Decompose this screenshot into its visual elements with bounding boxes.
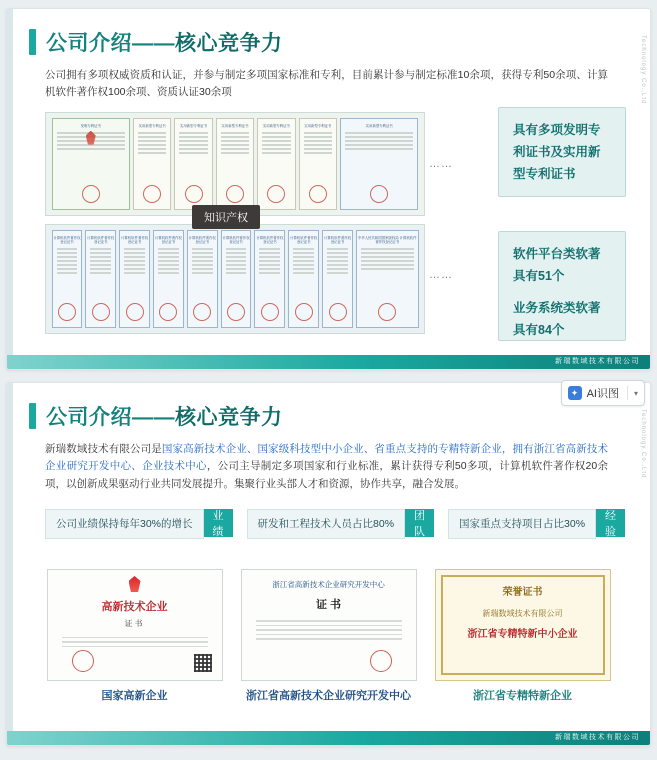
certificate-text-lines <box>256 620 402 640</box>
certificate-title: 实用新型专利证书 <box>365 123 393 128</box>
title-accent-bar <box>29 403 36 429</box>
certificate-text-lines <box>192 248 213 274</box>
certificate-sub-title: 新瑞数域技术有限公司 <box>482 608 563 618</box>
red-seal-icon <box>378 303 396 321</box>
title-prefix: 公司介绍—— <box>46 406 175 429</box>
kpi-badge: 团队 <box>405 509 434 537</box>
title-prefix: 公司介绍—— <box>46 32 175 55</box>
ellipsis-more: …… <box>429 157 453 170</box>
certificate-thumb[interactable] <box>257 118 295 210</box>
certificate-image[interactable] <box>435 569 611 681</box>
certificate-text-lines <box>158 248 179 274</box>
red-seal-icon <box>72 650 94 672</box>
ai-sparkle-icon: ✦ <box>568 386 582 400</box>
callout-patents: 具有多项发明专利证书及实用新型专利证书 <box>498 107 626 197</box>
red-seal-icon <box>267 185 285 203</box>
certificate-main-title: 浙江省专精特新中小企业 <box>467 628 578 640</box>
callout-line-platform: 软件平台类软著具有51个 <box>513 247 601 283</box>
tag-intellectual-property: 知识产权 <box>192 205 260 229</box>
certificate-thumb[interactable] <box>85 230 116 328</box>
software-copyright-strip <box>45 224 425 334</box>
title-strong: 核心竞争力 <box>175 32 283 55</box>
intro-paragraph: 公司拥有多项权威资质和认证，并参与制定多项国家标准和专利，目前累计参与制定标准10余项，获得专利50余项、计算机软件著作权100余项、资质认证30余项 <box>45 69 608 99</box>
red-seal-icon <box>309 185 327 203</box>
certificate-text-lines <box>304 132 332 154</box>
para-part-3: ，拥有浙江省高新技术企业研究开发中心、企业技术中心 <box>45 443 608 473</box>
slide-company-intro-1 <box>6 8 651 370</box>
certificate-title: 计算机软件著作权登记证书 <box>256 235 284 245</box>
certificate-thumb[interactable] <box>52 118 130 210</box>
page-title <box>7 9 650 61</box>
certificate-thumb[interactable] <box>187 230 218 328</box>
certificate-thumb[interactable] <box>52 230 83 328</box>
divider <box>627 386 628 400</box>
red-seal-icon <box>82 185 100 203</box>
flame-emblem-icon <box>129 576 141 592</box>
certificate-title: 计算机软件著作权登记证书 <box>188 235 216 245</box>
ai-button-label: AI识图 <box>586 388 619 400</box>
certificate-text-lines <box>62 637 208 648</box>
kpi-text: 研发和工程技术人员占比80% <box>247 509 406 539</box>
red-seal-icon <box>159 303 177 321</box>
left-ribbon <box>7 9 13 369</box>
certificate-text-lines <box>179 132 207 154</box>
patent-certificate-strip <box>45 112 425 216</box>
certificate-text-lines <box>57 248 78 274</box>
certificate-main-title: 证 书 <box>315 599 342 612</box>
certificate-text-lines <box>259 248 280 274</box>
certificate-text-lines <box>361 248 414 270</box>
kpi-badge: 业绩 <box>204 509 233 537</box>
chevron-down-icon[interactable]: ▾ <box>633 388 638 398</box>
red-seal-icon <box>185 185 203 203</box>
slide-company-intro-2 <box>6 382 651 746</box>
certificate-thumb-wide[interactable] <box>356 230 419 328</box>
para-part-2: 国家高新技术企业、国家级科技型中小企业、省重点支持的专精特新企业 <box>161 443 502 455</box>
certificate-text-lines <box>293 248 314 274</box>
certificate-title: 计算机软件著作权登记证书 <box>154 235 182 245</box>
certificate-image[interactable] <box>241 569 417 681</box>
title-strong: 核心竞争力 <box>175 406 283 429</box>
callout-software-copyrights <box>498 231 626 341</box>
red-seal-icon <box>143 185 161 203</box>
certificate-title: 发明专利证书 <box>80 123 101 128</box>
red-seal-icon <box>329 303 347 321</box>
red-seal-icon <box>126 303 144 321</box>
red-seal-icon <box>261 303 279 321</box>
kpi-experience <box>448 509 625 539</box>
intro-paragraph <box>7 435 650 493</box>
certificate-text-lines <box>124 248 145 274</box>
certificate-main-title: 高新技术企业 <box>101 600 168 613</box>
red-seal-icon <box>58 303 76 321</box>
certificate-text-lines <box>138 132 166 154</box>
certificate-title: 计算机软件著作权登记证书 <box>121 235 149 245</box>
footer-company-name: 新瑞数域技术有限公司 <box>555 734 640 741</box>
certificate-thumb[interactable] <box>221 230 252 328</box>
kpi-text: 国家重点支持项目占比30% <box>448 509 596 539</box>
certificate-title: 实用新型专利证书 <box>304 123 332 128</box>
certificate-org-line: 荣誉证书 <box>502 586 543 598</box>
certificate-image[interactable] <box>47 569 223 681</box>
card-high-tech-enterprise[interactable] <box>47 569 223 704</box>
certificate-text-lines <box>221 132 249 154</box>
side-watermark: Technology Co.,Ltd <box>640 35 646 105</box>
side-watermark: Technology Co.,Ltd <box>640 409 646 479</box>
qr-code-icon <box>194 654 212 672</box>
red-seal-icon <box>370 650 392 672</box>
red-seal-icon <box>370 185 388 203</box>
certificate-thumb[interactable] <box>216 118 254 210</box>
footer-company-name: 新瑞数域技术有限公司 <box>555 358 640 365</box>
certificate-text-lines <box>226 248 247 274</box>
certificate-title: 实用新型专利证书 <box>221 123 249 128</box>
certificate-title: 计算机软件著作权登记证书 <box>222 235 250 245</box>
kpi-badge: 经验 <box>596 509 625 537</box>
title-accent-bar <box>29 29 36 55</box>
certificate-text-lines <box>90 248 111 274</box>
left-ribbon <box>7 383 13 745</box>
kpi-team <box>247 509 435 539</box>
callout-line-business: 业务系统类软著具有84个 <box>513 300 601 337</box>
certificate-title: 计算机软件著作权登记证书 <box>87 235 115 245</box>
red-seal-icon <box>92 303 110 321</box>
card-caption: 浙江省高新技术企业研究开发中心 <box>246 689 411 702</box>
page-title <box>7 383 650 435</box>
certificate-text-lines <box>345 132 413 150</box>
red-seal-icon <box>226 185 244 203</box>
card-specialized-sme[interactable] <box>435 569 611 704</box>
kpi-text: 公司业绩保持每年30%的增长 <box>45 509 204 539</box>
certificate-thumb[interactable] <box>299 118 337 210</box>
certificate-thumb[interactable] <box>153 230 184 328</box>
certificate-sub-title: 证书 <box>124 618 145 628</box>
certificate-title: 中华人民共和国国家版权局 计算机软件著作权登记证书 <box>357 235 417 245</box>
card-rd-center[interactable] <box>241 569 417 704</box>
certificate-title: 计算机软件著作权登记证书 <box>53 235 81 245</box>
certificate-title: 实用新型专利证书 <box>180 123 208 128</box>
para-part-4: ，公司主导制定多项国家和行业标准，累计获得专利50多项，计算机软件著作权20余项，以创新成果驱动行业共同发展提升。集聚行业头部人才和资源，协作共享，融合发展。 <box>45 460 609 490</box>
certificate-card-row <box>7 557 650 716</box>
certificate-thumb[interactable] <box>254 230 285 328</box>
certificate-thumb[interactable] <box>322 230 353 328</box>
certificate-thumb[interactable] <box>288 230 319 328</box>
card-caption: 国家高新企业 <box>101 689 168 702</box>
certificates-area <box>45 112 513 334</box>
para-part-1: 新瑞数域技术有限公司是 <box>45 443 162 455</box>
certificate-thumb[interactable] <box>119 230 150 328</box>
certificate-org-line: 浙江省高新技术企业研究开发中心 <box>272 579 385 589</box>
red-seal-icon <box>295 303 313 321</box>
footer-band <box>7 355 650 369</box>
ellipsis-more: …… <box>429 268 453 281</box>
red-seal-icon <box>193 303 211 321</box>
certificate-text-lines <box>327 248 348 274</box>
red-seal-icon <box>227 303 245 321</box>
certificate-title: 计算机软件著作权登记证书 <box>323 235 352 245</box>
ai-image-recognition-button[interactable] <box>561 380 645 406</box>
certificate-title: 实用新型专利证书 <box>138 123 166 128</box>
certificate-thumb[interactable] <box>133 118 171 210</box>
footer-band <box>7 731 650 745</box>
certificate-title: 计算机软件著作权登记证书 <box>290 235 318 245</box>
certificate-text-lines <box>262 132 290 154</box>
certificate-thumb[interactable] <box>340 118 418 210</box>
certificate-thumb[interactable] <box>174 118 212 210</box>
card-caption: 浙江省专精特新企业 <box>473 689 572 702</box>
kpi-row <box>45 509 625 539</box>
kpi-performance <box>45 509 233 539</box>
certificate-title: 实用新型专利证书 <box>262 123 290 128</box>
